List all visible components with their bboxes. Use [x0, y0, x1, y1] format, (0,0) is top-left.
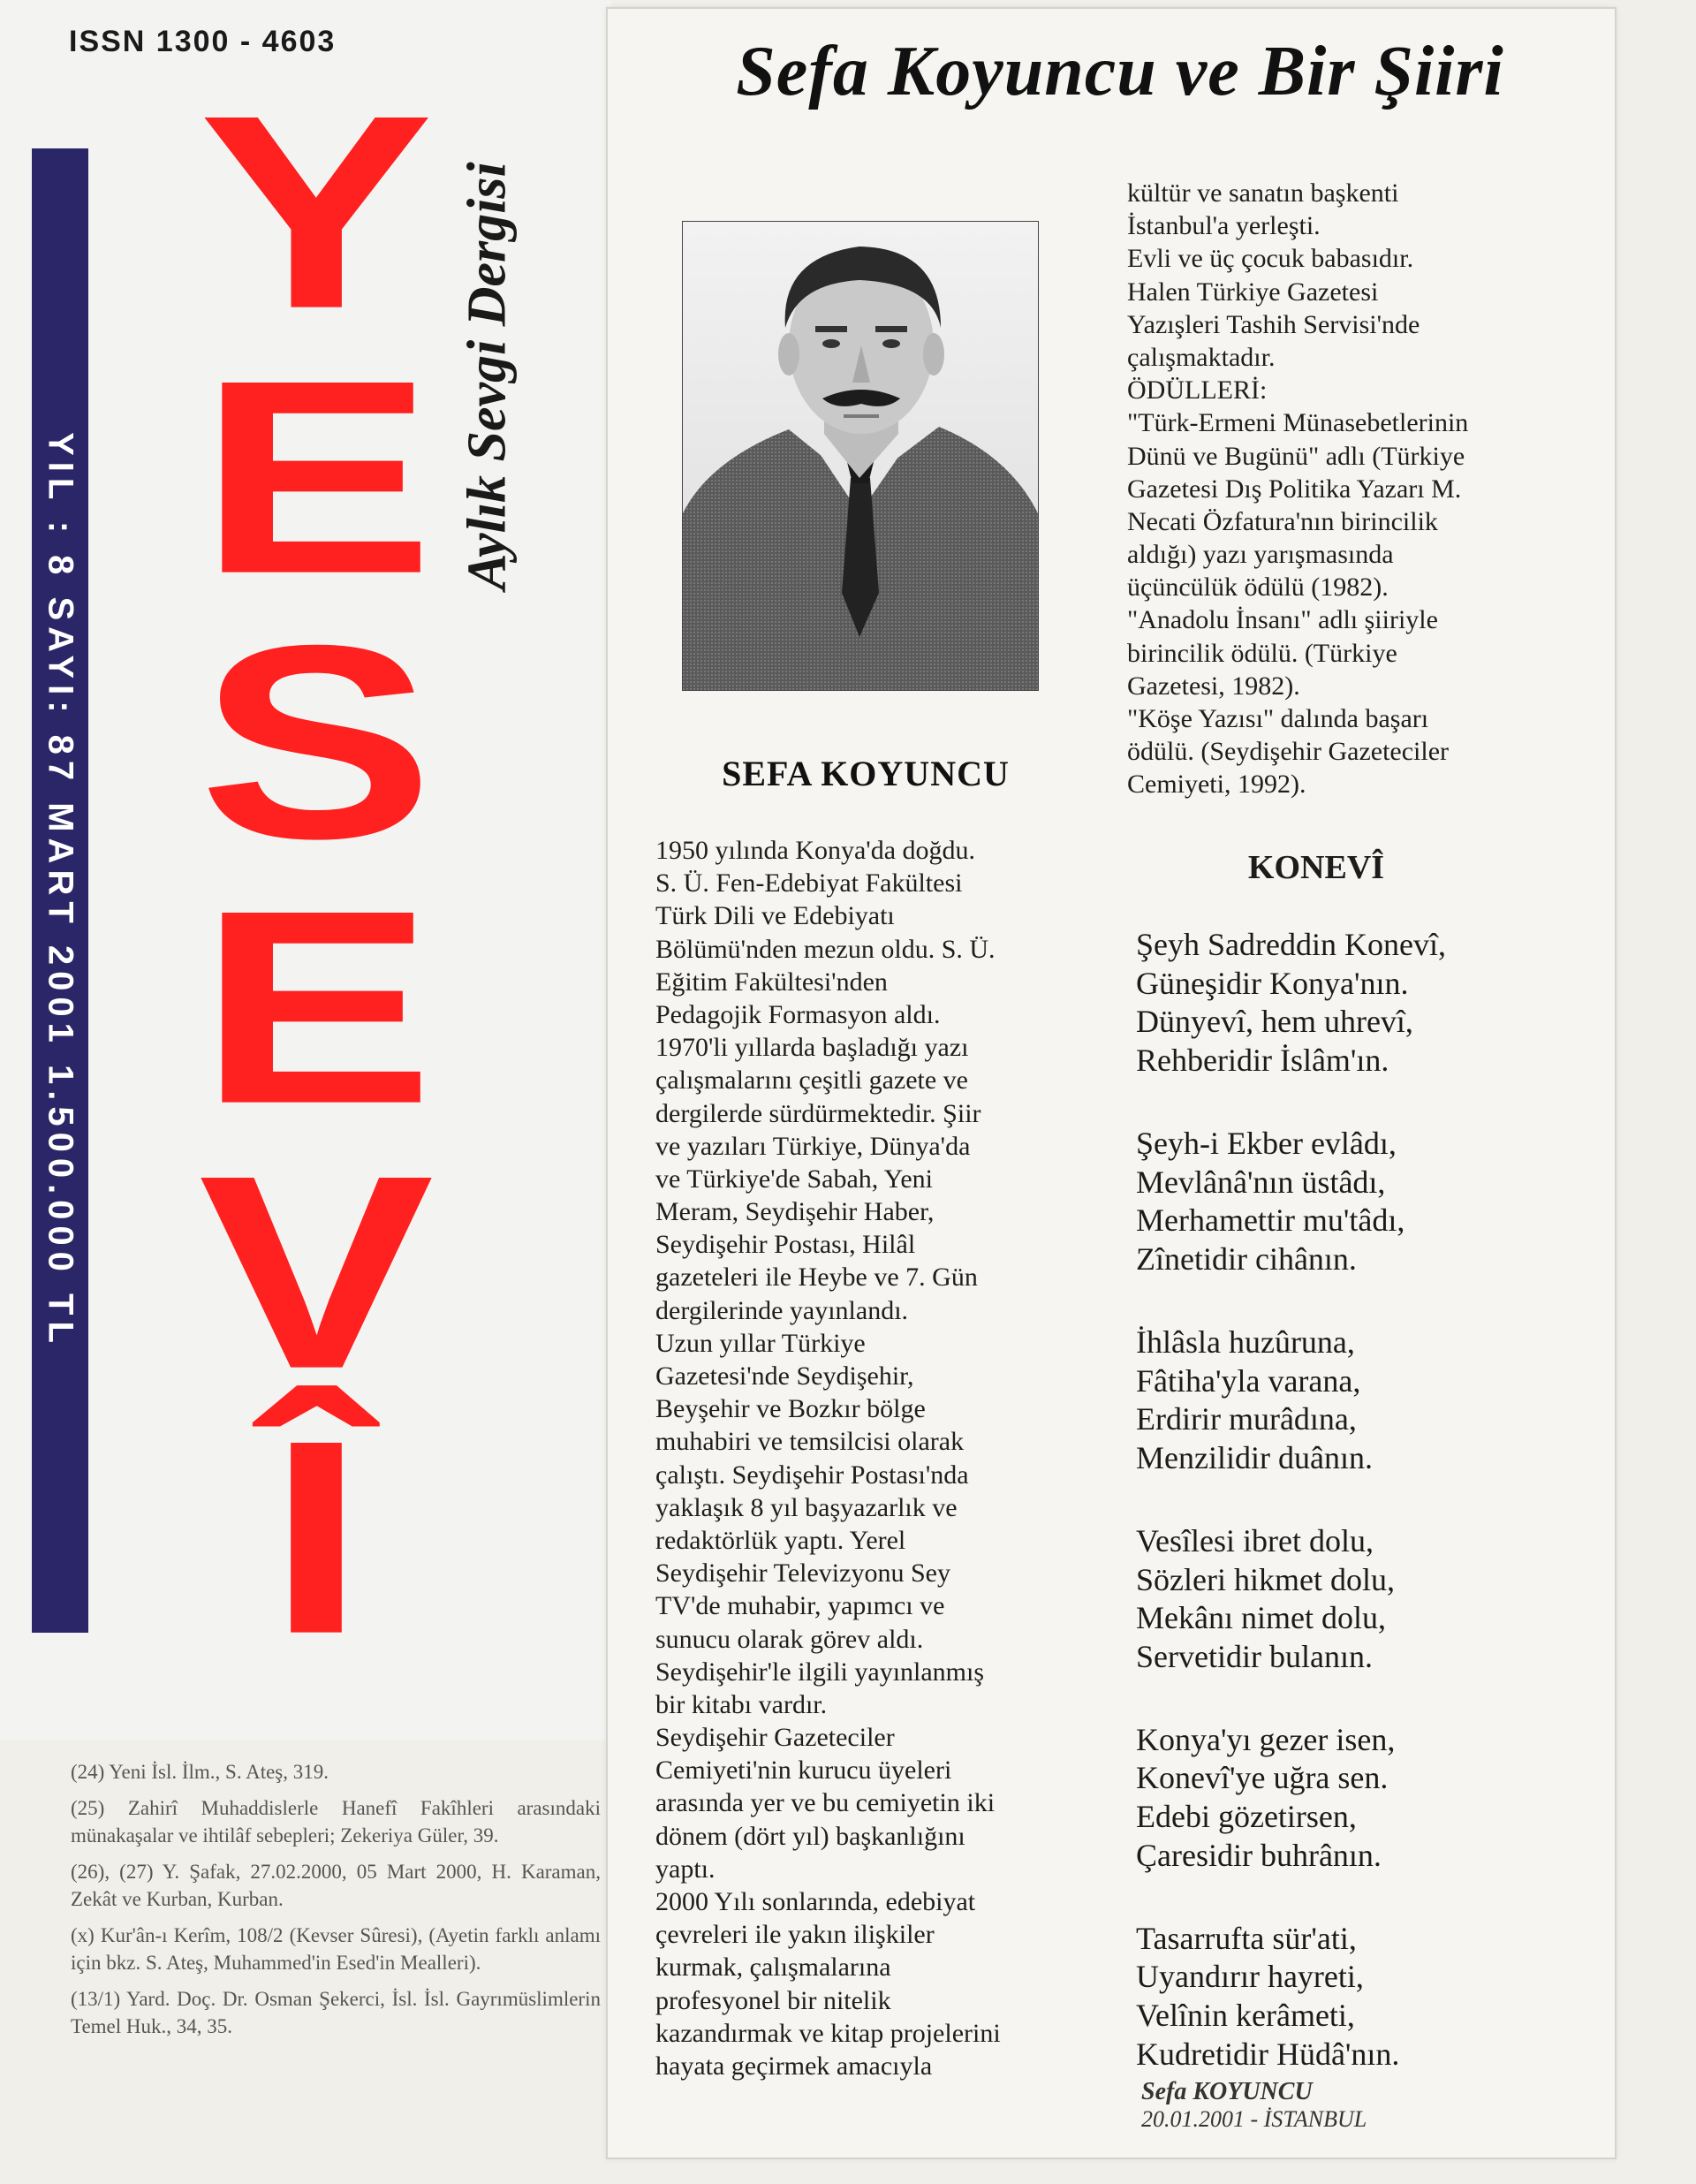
- award-line: "Köşe Yazısı" dalında başarı: [1127, 704, 1429, 733]
- issue-info-text: YIL : 8 SAYI: 87 MART 2001 1.500.000 TL: [41, 432, 80, 1349]
- bio-line: TV'de muhabir, yapımcı ve: [655, 1591, 945, 1621]
- poem-line: Erdirir murâdına,: [1136, 1401, 1357, 1437]
- logo-letter: S: [198, 588, 435, 896]
- bio-line: çalışmalarını çeşitli gazete ve: [655, 1065, 968, 1096]
- bio-line: gazeteleri ile Heybe ve 7. Gün: [655, 1263, 978, 1293]
- bio-line: Meram, Seydişehir Haber,: [655, 1197, 935, 1227]
- poem-line: Şeyh-i Ekber evlâdı,: [1136, 1125, 1397, 1161]
- award-line: üçüncülük ödülü (1982).: [1127, 573, 1389, 603]
- bio-line: İstanbul'a yerleşti.: [1127, 211, 1321, 241]
- award-line: Gazetesi Dış Politika Yazarı M.: [1127, 474, 1462, 504]
- bio-line: Seydişehir Postası, Hilâl: [655, 1230, 916, 1260]
- poem-line: İhlâsla huzûruna,: [1136, 1323, 1355, 1360]
- footnote: (26), (27) Y. Şafak, 27.02.2000, 05 Mart 2000, H. Karaman, Zekât ve Kurban, Kurban.: [71, 1861, 601, 1911]
- magazine-tagline: Aylık Sevgi Dergisi: [457, 162, 518, 590]
- award-line: aldığı) yazı yarışmasında: [1127, 540, 1394, 570]
- poem-line: Dünyevî, hem uhrevî,: [1136, 1004, 1413, 1040]
- author-biography: [655, 834, 1115, 2082]
- bio-line: 2000 Yılı sonlarında, edebiyat: [655, 1887, 976, 1916]
- bio-line: S. Ü. Fen-Edebiyat Fakültesi: [655, 868, 963, 899]
- poem-line: Şeyh Sadreddin Konevî,: [1136, 927, 1446, 962]
- bio-line: Halen Türkiye Gazetesi: [1127, 277, 1379, 307]
- poem-body: [1136, 926, 1595, 2119]
- bio-line: hayata geçirmek amacıyla: [655, 2051, 933, 2081]
- author-name-heading: SEFA KOYUNCU: [722, 754, 1010, 793]
- bio-line: çalıştı. Seydişehir Postası'nda: [655, 1460, 969, 1490]
- bio-line: Bölümü'nden mezun oldu. S. Ü.: [655, 934, 996, 964]
- biography-continued: [1127, 177, 1586, 801]
- bio-line: redaktörlük yaptı. Yerel: [655, 1525, 906, 1555]
- poem-stanza: [1136, 1721, 1595, 1876]
- awards-heading: ÖDÜLLERİ:: [1127, 375, 1268, 406]
- bio-line: ve Türkiye'de Sabah, Yeni: [655, 1164, 933, 1194]
- bio-line: Yazışleri Tashih Servisi'nde: [1127, 309, 1420, 339]
- poem-line: Sözleri hikmet dolu,: [1136, 1561, 1395, 1597]
- poem-line: Velînin kerâmeti,: [1136, 1998, 1355, 2034]
- poem-line: Mevlânâ'nın üstâdı,: [1136, 1164, 1386, 1200]
- poem-line: Konevî'ye uğra sen.: [1136, 1760, 1389, 1796]
- bio-line: 1970'li yıllarda başladığı yazı: [655, 1033, 969, 1063]
- poem-line: Uyandırır hayreti,: [1136, 1959, 1364, 1995]
- signature-name: Sefa KOYUNCU: [1141, 2078, 1313, 2105]
- poem-line: Zînetidir cihânın.: [1136, 1241, 1357, 1278]
- poem-title: KONEVÎ: [1247, 849, 1385, 886]
- bio-line: Evli ve üç çocuk babasıdır.: [1127, 244, 1414, 274]
- bio-line: sunucu olarak görev aldı.: [655, 1624, 924, 1654]
- bio-line: kazandırmak ve kitap projelerini: [655, 2018, 1001, 2048]
- bio-line: çevreleri ile yakın ilişkiler: [655, 1920, 935, 1950]
- award-line: ödülü. (Seydişehir Gazeteciler: [1127, 737, 1450, 767]
- poem-line: Edebi gözetirsen,: [1136, 1799, 1357, 1835]
- footnote: (13/1) Yard. Doç. Dr. Osman Şekerci, İsl. İsl. Gayrımüslimlerin Temel Huk., 34, 35.: [71, 1988, 601, 2038]
- bio-line: bir kitabı vardır.: [655, 1689, 828, 1719]
- award-line: Necati Özfatura'nın birincilik: [1127, 506, 1438, 536]
- award-line: Cemiyeti, 1992).: [1127, 770, 1306, 800]
- logo-letter: Y: [198, 57, 435, 366]
- bio-line: arasında yer ve bu cemiyetin iki: [655, 1788, 996, 1818]
- poem-line: Güneşidir Konya'nın.: [1136, 965, 1409, 1001]
- poem-line: Rehberidir İslâm'ın.: [1136, 1043, 1389, 1079]
- bio-line: Eğitim Fakültesi'nden: [655, 967, 888, 997]
- bio-line: çalışmaktadır.: [1127, 342, 1276, 372]
- award-line: Gazetesi, 1982).: [1127, 671, 1300, 701]
- poem-line: Vesîlesi ibret dolu,: [1136, 1522, 1374, 1558]
- bio-line: Seydişehir Gazeteciler: [655, 1723, 895, 1753]
- bio-line: yaklaşık 8 yıl başyazarlık ve: [655, 1492, 958, 1522]
- footnote: (25) Zahirî Muhaddislerle Hanefî Fakîhleri arasındaki münakaşalar ve ihtilâf sebepleri; Zekeriya Güler, 39.: [71, 1797, 601, 1847]
- award-line: "Türk-Ermeni Münasebetlerinin: [1127, 408, 1469, 438]
- logo-letter: V: [198, 1118, 435, 1426]
- bio-line: Seydişehir Televizyonu Sey: [655, 1558, 950, 1589]
- logo-letter: E: [198, 322, 435, 631]
- award-line: birincilik ödülü. (Türkiye: [1127, 638, 1397, 668]
- bio-line: kültür ve sanatın başkenti: [1127, 178, 1399, 208]
- bio-line: 1950 yılında Konya'da doğdu.: [655, 836, 976, 865]
- poem-line: Tasarrufta sür'ati,: [1136, 1920, 1357, 1956]
- poem-signature: [1141, 2078, 1367, 2133]
- bio-line: profesyonel bir nitelik: [655, 1985, 891, 2015]
- poem-line: Merhamettir mu'tâdı,: [1136, 1202, 1405, 1239]
- award-line: "Anadolu İnsanı" adlı şiiriyle: [1127, 605, 1438, 635]
- poem-line: Servetidir bulanın.: [1136, 1639, 1373, 1675]
- bio-line: dönem (dört yıl) başkanlığını: [655, 1821, 965, 1851]
- poem-stanza: [1136, 1920, 1595, 2074]
- bio-line: kurmak, çalışmalarına: [655, 1953, 891, 1983]
- bio-line: Pedagojik Formasyon aldı.: [655, 999, 941, 1029]
- issn-number: ISSN 1300 - 4603: [69, 25, 337, 58]
- bio-line: Gazetesi'nde Seydişehir,: [655, 1361, 914, 1391]
- poem-stanza: [1136, 1125, 1595, 1279]
- bio-line: yaptı.: [655, 1854, 716, 1884]
- poem-line: Çaresidir buhrânın.: [1136, 1837, 1382, 1873]
- poem-stanza: [1136, 926, 1595, 1081]
- logo-letter: Î: [267, 1383, 366, 1691]
- article-headline: Sefa Koyuncu ve Bir Şiiri: [736, 33, 1504, 110]
- bio-line: Cemiyeti'nin kurucu üyeleri: [655, 1756, 952, 1786]
- footnote: (24) Yeni İsl. İlm., S. Ateş, 319.: [71, 1761, 329, 1783]
- author-photo: [682, 221, 1039, 691]
- poem-line: Konya'yı gezer isen,: [1136, 1721, 1396, 1757]
- award-line: Dünü ve Bugünü" adlı (Türkiye: [1127, 441, 1465, 471]
- poem-line: Mekânı nimet dolu,: [1136, 1600, 1386, 1636]
- poem-stanza: [1136, 1323, 1595, 1478]
- bio-line: ve yazıları Türkiye, Dünya'da: [655, 1131, 971, 1161]
- bio-line: dergilerde sürdürmektedir. Şiir: [655, 1098, 981, 1128]
- footnote: (x) Kur'ân-ı Kerîm, 108/2 (Kevser Sûresi), (Ayetin farklı anlamı için bkz. S. Ateş, Muhammed'in Esed'in Mealleri).: [71, 1924, 601, 1975]
- poem-stanza: [1136, 1522, 1595, 1677]
- bio-line: dergilerinde yayınlandı.: [655, 1295, 909, 1325]
- bio-line: Uzun yıllar Türkiye: [655, 1328, 866, 1358]
- signature-date-place: 20.01.2001 - İSTANBUL: [1141, 2106, 1367, 2132]
- poem-line: Fâtiha'yla varana,: [1136, 1362, 1361, 1399]
- logo-letter: E: [198, 853, 435, 1161]
- bio-line: Türk Dili ve Edebiyatı: [655, 901, 895, 931]
- poem-line: Kudretidir Hüdâ'nın.: [1136, 2036, 1400, 2072]
- bio-line: Seydişehir'le ilgili yayınlanmış: [655, 1657, 985, 1687]
- bio-line: Beyşehir ve Bozkır bölge: [655, 1394, 926, 1424]
- poem-line: Menzilidir duânın.: [1136, 1440, 1373, 1476]
- footnotes: [71, 1758, 601, 2049]
- portrait-image: [683, 222, 1038, 690]
- bio-line: muhabiri ve temsilcisi olarak: [655, 1427, 965, 1457]
